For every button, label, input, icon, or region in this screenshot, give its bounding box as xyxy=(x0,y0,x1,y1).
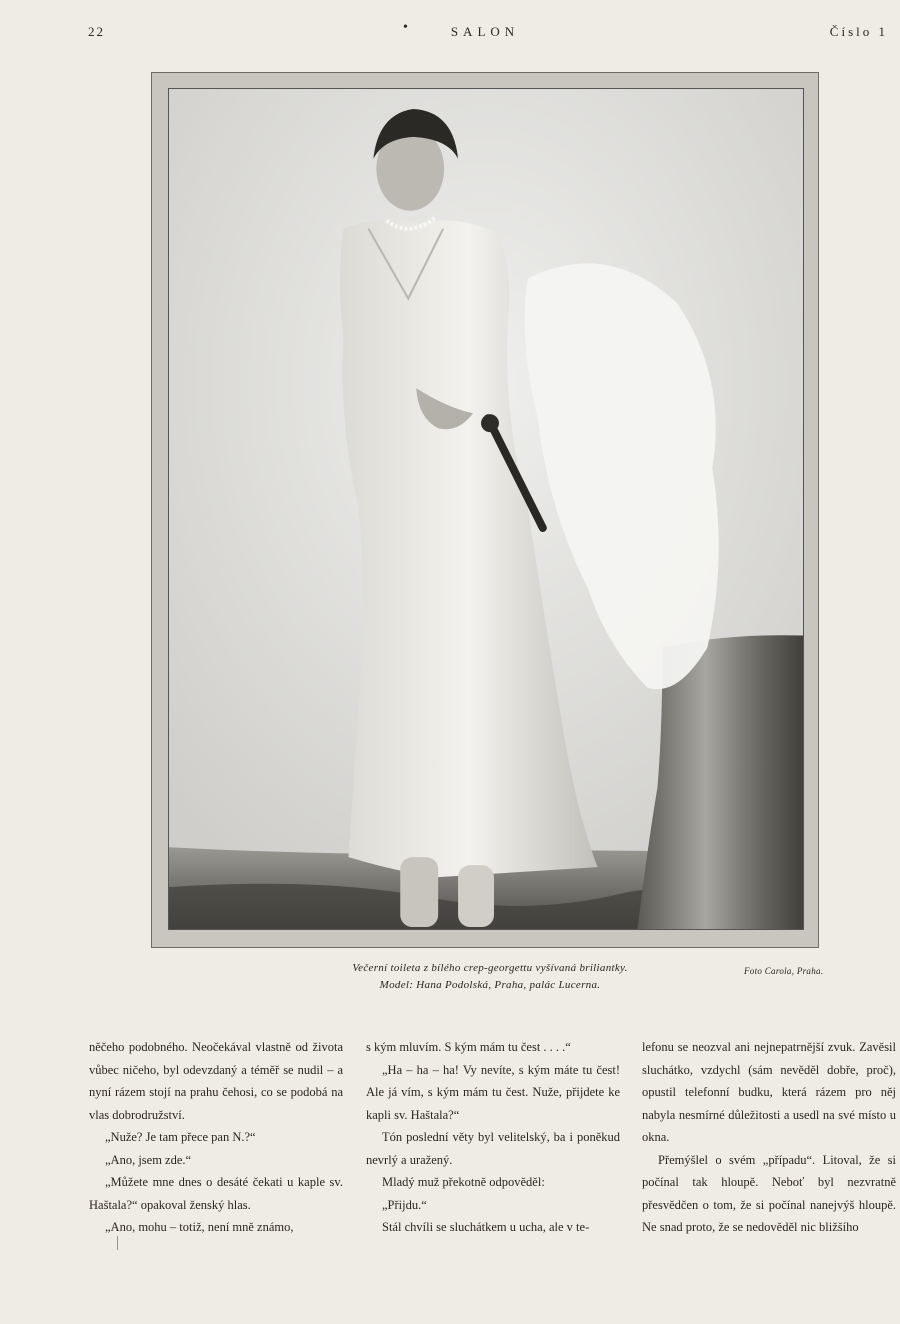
fashion-photograph xyxy=(168,88,804,930)
paragraph: Tón poslední věty byl velitelský, ba i poněkud nevrlý a uražený. xyxy=(366,1130,620,1167)
paragraph: „Ha – ha – ha! Vy nevíte, s kým máte tu čest! Ale já vím, s kým mám tu čest. Nuže, přijdete ke kapli sv. Haštala?“ xyxy=(366,1062,620,1122)
photo-illustration xyxy=(169,89,803,929)
text-column-2 xyxy=(366,1036,620,1239)
paragraph: „Můžete mne dnes o desáté čekati u kaple sv. Haštala?“ opakoval ženský hlas. xyxy=(89,1175,343,1212)
page-number: 22 xyxy=(88,24,105,39)
page-header xyxy=(0,20,900,44)
paragraph: „Ano, mohu – totiž, není mně známo, xyxy=(105,1220,294,1234)
caption-line-1: Večerní toileta z bílého crep-georgettu vyšívaná briliantky. xyxy=(352,962,628,974)
paragraph: „Ano, jsem zde.“ xyxy=(105,1152,192,1167)
photo-credit: Foto Carola, Praha. xyxy=(744,966,824,976)
paragraph: „Přijdu.“ xyxy=(382,1197,427,1212)
paragraph: s kým mluvím. S kým mám tu čest . . . .“ xyxy=(366,1040,571,1054)
paragraph: Mladý muž překotně odpověděl: xyxy=(382,1175,545,1189)
photo-frame xyxy=(151,72,819,948)
text-column-3 xyxy=(642,1036,896,1239)
text-column-1 xyxy=(89,1036,343,1239)
paragraph: lefonu se neozval ani nejnepatrnější zvuk. Zavěsil sluchátko, vzdychl (sám nevěděl dobře, proč), opustil telefonní budku, která rázem pro něj nabyla nesmírné důležitosti a usedl na své místo u okna. xyxy=(642,1040,896,1144)
magazine-title: SALON xyxy=(450,24,520,39)
issue-label: Číslo 1 xyxy=(829,24,888,39)
photo-caption xyxy=(300,960,680,994)
paragraph: Přemýšlel o svém „případu“. Litoval, že si počínal tak hloupě. Neboť byl nezvratně přesvědčen o tom, že si počínal nanejvýš hloupě. Ne snad proto, že se nedověděl nic bližšího xyxy=(642,1152,896,1234)
margin-mark xyxy=(117,1236,118,1250)
paragraph: Stál chvíli se sluchátkem u ucha, ale v te- xyxy=(382,1220,590,1234)
paragraph: něčeho podobného. Neočekával vlastně od života vůbec ničeho, byl odevzdaný a téměř se nudil – a nyní rázem stojí na prahu čehosi, co se podobá na vlas dobrodružství. xyxy=(89,1040,343,1122)
paragraph: „Nuže? Je tam přece pan N.?“ xyxy=(105,1130,256,1144)
caption-line-2: Model: Hana Podolská, Praha, palác Lucerna. xyxy=(379,979,601,991)
header-dot: • xyxy=(403,20,410,35)
